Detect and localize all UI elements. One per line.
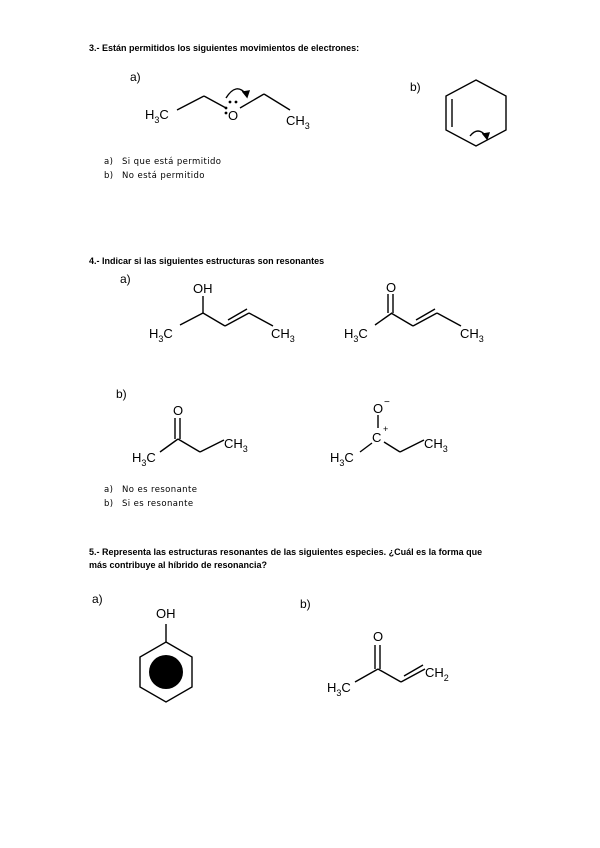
bond: [240, 94, 264, 108]
svg-text:+: +: [383, 424, 389, 434]
svg-text:H3C: $H_3C$: [149, 326, 173, 344]
oxygen-atom: O: [228, 108, 239, 123]
svg-text:O: O: [373, 629, 384, 644]
svg-text:C: C: [372, 430, 382, 445]
svg-text:CH3: $CH_3$: [224, 436, 248, 454]
svg-text:CH3: $CH_3$: [286, 113, 310, 131]
q3-option-b[interactable]: b) No está permitido: [104, 171, 205, 181]
question-5-title: [89, 546, 519, 572]
arrow-head: [483, 133, 489, 139]
q4-label-b: b): [116, 387, 127, 401]
q5-label-a: a): [92, 592, 103, 606]
svg-text:OH: OH: [156, 606, 176, 621]
question-3-title: 3.- Están permitidos los siguientes movimientos de electrones:: [89, 43, 360, 53]
q3-label-b: b): [410, 80, 421, 94]
ring: [446, 80, 506, 146]
question-4-title: 4.- Indicar si las siguientes estructuras son resonantes: [89, 256, 325, 266]
h3c-label-prefix: H: [145, 107, 155, 122]
svg-text:H3C: $H_3C$: [132, 450, 156, 468]
q3-option-a[interactable]: a) Si que está permitido: [104, 157, 222, 167]
svg-text:H3C: $H_3C$: [344, 326, 368, 344]
q4-option-b[interactable]: b) Si es resonante: [104, 499, 194, 509]
svg-text:O: O: [173, 403, 184, 418]
electron-arrow: [226, 89, 246, 98]
svg-text:−: −: [384, 397, 390, 408]
bond: [264, 94, 290, 110]
q3-molecule-a-diethyl-ether: [140, 82, 340, 142]
svg-text:H3C: $H_3C$: [330, 450, 354, 468]
q5-b-butenone: [325, 625, 485, 705]
q4-a1-pentenol: [145, 280, 315, 350]
q3-label-a: a): [130, 70, 141, 84]
question-5-title-line2: más contribuye al híbrido de resonancia?: [89, 560, 268, 570]
svg-text:CH2: $CH_2$: [425, 665, 449, 683]
q3-molecule-b-cyclohexene: [440, 74, 520, 154]
svg-text:CH3: $CH_3$: [424, 436, 448, 454]
svg-text:H3C: $H_3C$: [145, 107, 169, 125]
svg-text:O: O: [386, 280, 397, 295]
q4-option-a[interactable]: a) No es resonante: [104, 485, 198, 495]
svg-text:O: O: [373, 401, 384, 416]
q4-label-a: a): [120, 272, 131, 286]
bond: [204, 96, 226, 108]
q5-a-phenol: [130, 600, 220, 715]
svg-text:CH3: $CH_3$: [460, 326, 484, 344]
bond: [177, 96, 204, 110]
question-5-title-line1: 5.- Representa las estructuras resonantes de las siguientes especies. ¿Cuál es la forma que: [89, 547, 483, 557]
svg-text:OH: OH: [193, 281, 213, 296]
arrow-head: [243, 91, 249, 97]
svg-text:CH3: $CH_3$: [271, 326, 295, 344]
q4-b1-butanone: [130, 400, 270, 470]
q4-b2-butanone-resonance: [328, 398, 478, 470]
q4-a2-pentenone: [340, 280, 510, 350]
q5-label-b: b): [300, 597, 311, 611]
svg-text:H3C: $H_3C$: [327, 680, 351, 698]
